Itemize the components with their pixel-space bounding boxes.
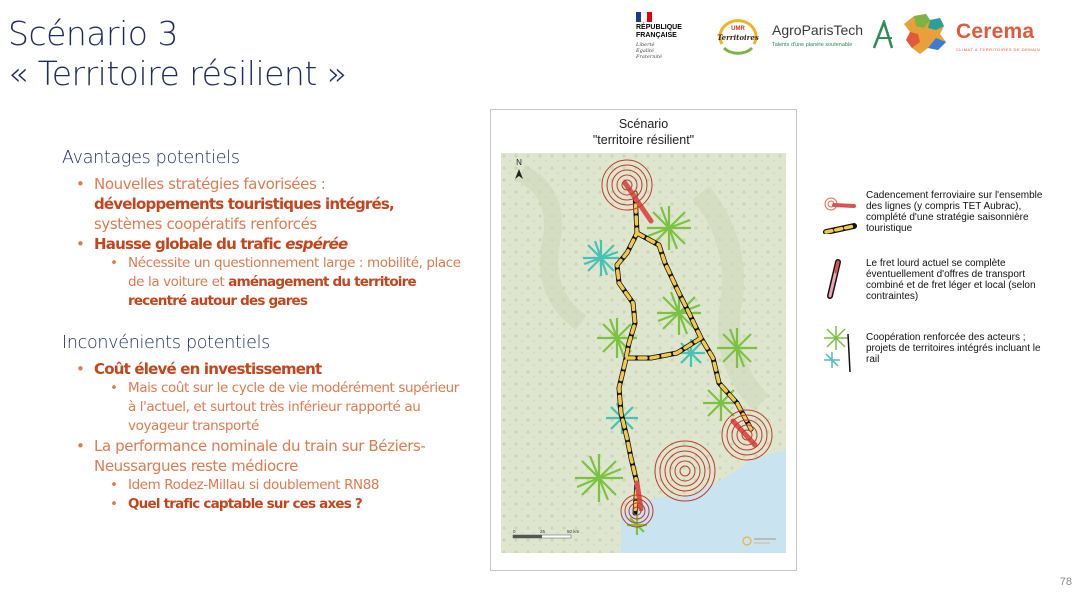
- map-title-line1: Scénario: [618, 117, 669, 131]
- partner-logos: [632, 12, 1052, 62]
- text-column: [62, 146, 462, 514]
- bullet-dot: •: [110, 496, 118, 512]
- umr-sub: Territoires: [717, 33, 759, 42]
- scale-label-25: 25: [540, 529, 546, 534]
- agroparistech-a-icon: [872, 20, 894, 50]
- rf-name: RÉPUBLIQUE FRANÇAISE: [636, 24, 682, 39]
- drawbacks-subitem-lifecycle: • Mais coût sur le cycle de vie modérément supérieur à l'actuel, et surtout très inférieur rapporté au voyageur transporté: [110, 380, 459, 434]
- umr-territoires-logo: [716, 16, 760, 56]
- drawbacks-subitem-question: • Quel trafic captable sur ces axes ?: [110, 496, 362, 512]
- cerema-tagline: CLIMAT & TERRITOIRES DE DEMAIN: [956, 47, 1041, 52]
- agroparistech-name: AgroParisTech: [772, 22, 864, 38]
- slide-title-line2: « Territoire résilient »: [8, 54, 347, 93]
- drawbacks-heading: Inconvénients potentiels: [62, 333, 270, 353]
- drawbacks-subitem-rodez: • Idem Rodez-Millau si doublement RN88: [110, 477, 380, 493]
- map-canvas: [501, 153, 786, 553]
- bullet-dot: •: [110, 380, 118, 396]
- scale-label-50: 50 km: [567, 529, 580, 534]
- page-number: 78: [1059, 576, 1072, 588]
- drawbacks-item-performance: • La performance nominale du train sur Béziers-Neussargues reste médiocre: [76, 437, 426, 475]
- slide-title-line1: Scénario 3: [8, 14, 178, 53]
- legend-text-rail: Cadencement ferroviaire sur l'ensemble des lignes (y compris TET Aubrac), complété d'une stratégie saisonnière touristique: [866, 190, 1043, 234]
- republique-francaise-logo: [632, 12, 702, 62]
- cooperation-starburst-icon: [820, 324, 860, 374]
- scale-label-0: 0: [513, 529, 516, 534]
- cerema-map-icon: [900, 12, 952, 56]
- bullet-dot: •: [76, 437, 85, 455]
- drawbacks-item-cost: • Coût élevé en investissement: [76, 360, 322, 378]
- bullet-dot: •: [110, 255, 118, 271]
- bullet-dot: •: [110, 477, 118, 493]
- advantages-subitem-questioning: • Nécessite un questionnement large : mobilité, place de la voiture et aménagement du territoire recentré autour des gares: [110, 255, 461, 309]
- cerema-logo: [900, 12, 1050, 58]
- cerema-name: Cerema: [956, 20, 1035, 43]
- bullet-dot: •: [76, 360, 85, 378]
- advantages-item-strategies: • Nouvelles stratégies favorisées : développements touristiques intégrés, systèmes coopératifs renforcés: [76, 175, 394, 233]
- north-label: N: [516, 158, 522, 167]
- umr-name: UMR: [731, 26, 745, 32]
- bullet-dot: •: [76, 235, 85, 253]
- slide-title: [8, 14, 346, 94]
- advantages-item-traffic: • Hausse globale du trafic espérée: [76, 235, 348, 253]
- rail-cadence-icon: [820, 186, 860, 234]
- scenario-map-figure: [490, 109, 797, 571]
- french-flag-icon: [636, 12, 652, 22]
- agroparistech-logo: [772, 20, 892, 54]
- legend-text-cooperation: Coopération renforcée des acteurs ; projets de territoires intégrés incluant le rail: [866, 332, 1041, 365]
- freight-icon: [820, 258, 860, 302]
- bullet-dot: •: [76, 175, 85, 193]
- legend-text-freight: Le fret lourd actuel se complète éventuellement d'offres de transport combiné et de fret léger et local (selon contraintes): [866, 258, 1036, 302]
- map-title: [491, 116, 796, 148]
- rf-motto: Liberté Égalité Fraternité: [636, 42, 662, 60]
- agroparistech-tagline: Talents d'une planète soutenable: [772, 42, 853, 48]
- advantages-heading: Avantages potentiels: [62, 148, 240, 168]
- map-title-line2: "territoire résilient": [592, 133, 695, 147]
